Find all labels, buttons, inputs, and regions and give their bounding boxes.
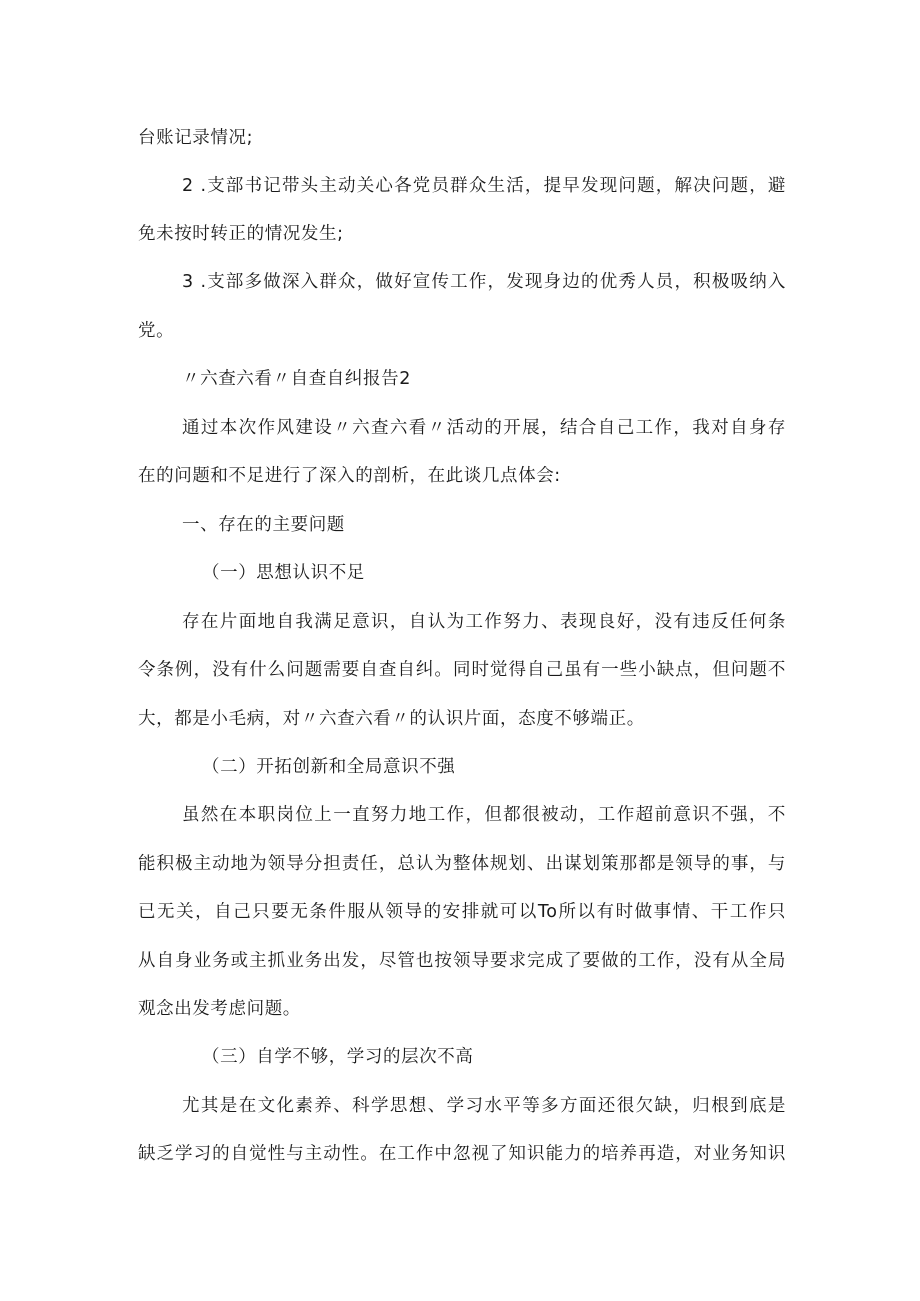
paragraph-line: 通过本次作风建设〃六查六看〃活动的开展，结合自己工作，我对自身存 (182, 418, 786, 438)
text-line: 台账记录情况; (138, 128, 254, 148)
paragraph-line: 存在片面地自我满足意识，自认为工作努力、表现良好，没有违反任何条 (182, 612, 786, 632)
list-item-3: 3 .支部多做深入群众，做好宣传工作，发现身边的优秀人员，积极吸纳入 (182, 272, 786, 292)
paragraph-line: 能积极主动地为领导分担责任，总认为整体规划、出谋划策那都是领导的事，与 (138, 854, 786, 874)
paragraph-line: 尤其是在文化素养、科学思想、学习水平等多方面还很欠缺，归根到底是 (182, 1096, 786, 1116)
paragraph-line: 虽然在本职岗位上一直努力地工作，但都很被动，工作超前意识不强，不 (182, 805, 786, 825)
paragraph-line: 已无关，自己只要无条件服从领导的安排就可以To所以有时做事情、干工作只 (138, 902, 786, 922)
paragraph-line: 缺乏学习的自觉性与主动性。在工作中忽视了知识能力的培养再造，对业务知识 (138, 1144, 786, 1164)
text-line: 党。 (138, 321, 175, 341)
paragraph-line: 令条例，没有什么问题需要自查自纠。同时觉得自己虽有一些小缺点，但问题不 (138, 660, 786, 680)
subheading-3: （三）自学不够，学习的层次不高 (202, 1047, 474, 1067)
subheading-1: （一）思想认识不足 (202, 563, 365, 583)
paragraph-line: 观念出发考虑问题。 (138, 999, 301, 1019)
subheading-2: （二）开拓创新和全局意识不强 (202, 757, 456, 777)
paragraph-line: 在的问题和不足进行了深入的剖析，在此谈几点体会: (138, 466, 561, 486)
text-line: 免未按时转正的情况发生; (138, 224, 344, 244)
heading-main-problems: 一、存在的主要问题 (182, 515, 345, 535)
paragraph-line: 从自身业务或主抓业务出发，尽管也按领导要求完成了要做的工作，没有从全局 (138, 951, 786, 971)
list-item-2: 2 .支部书记带头主动关心各党员群众生活，提早发现问题，解决问题，避 (182, 176, 786, 196)
paragraph-line: 大，都是小毛病，对〃六查六看〃的认识片面，态度不够端正。 (138, 709, 645, 729)
section-title: 〃六查六看〃自查自纠报告2 (182, 369, 411, 389)
